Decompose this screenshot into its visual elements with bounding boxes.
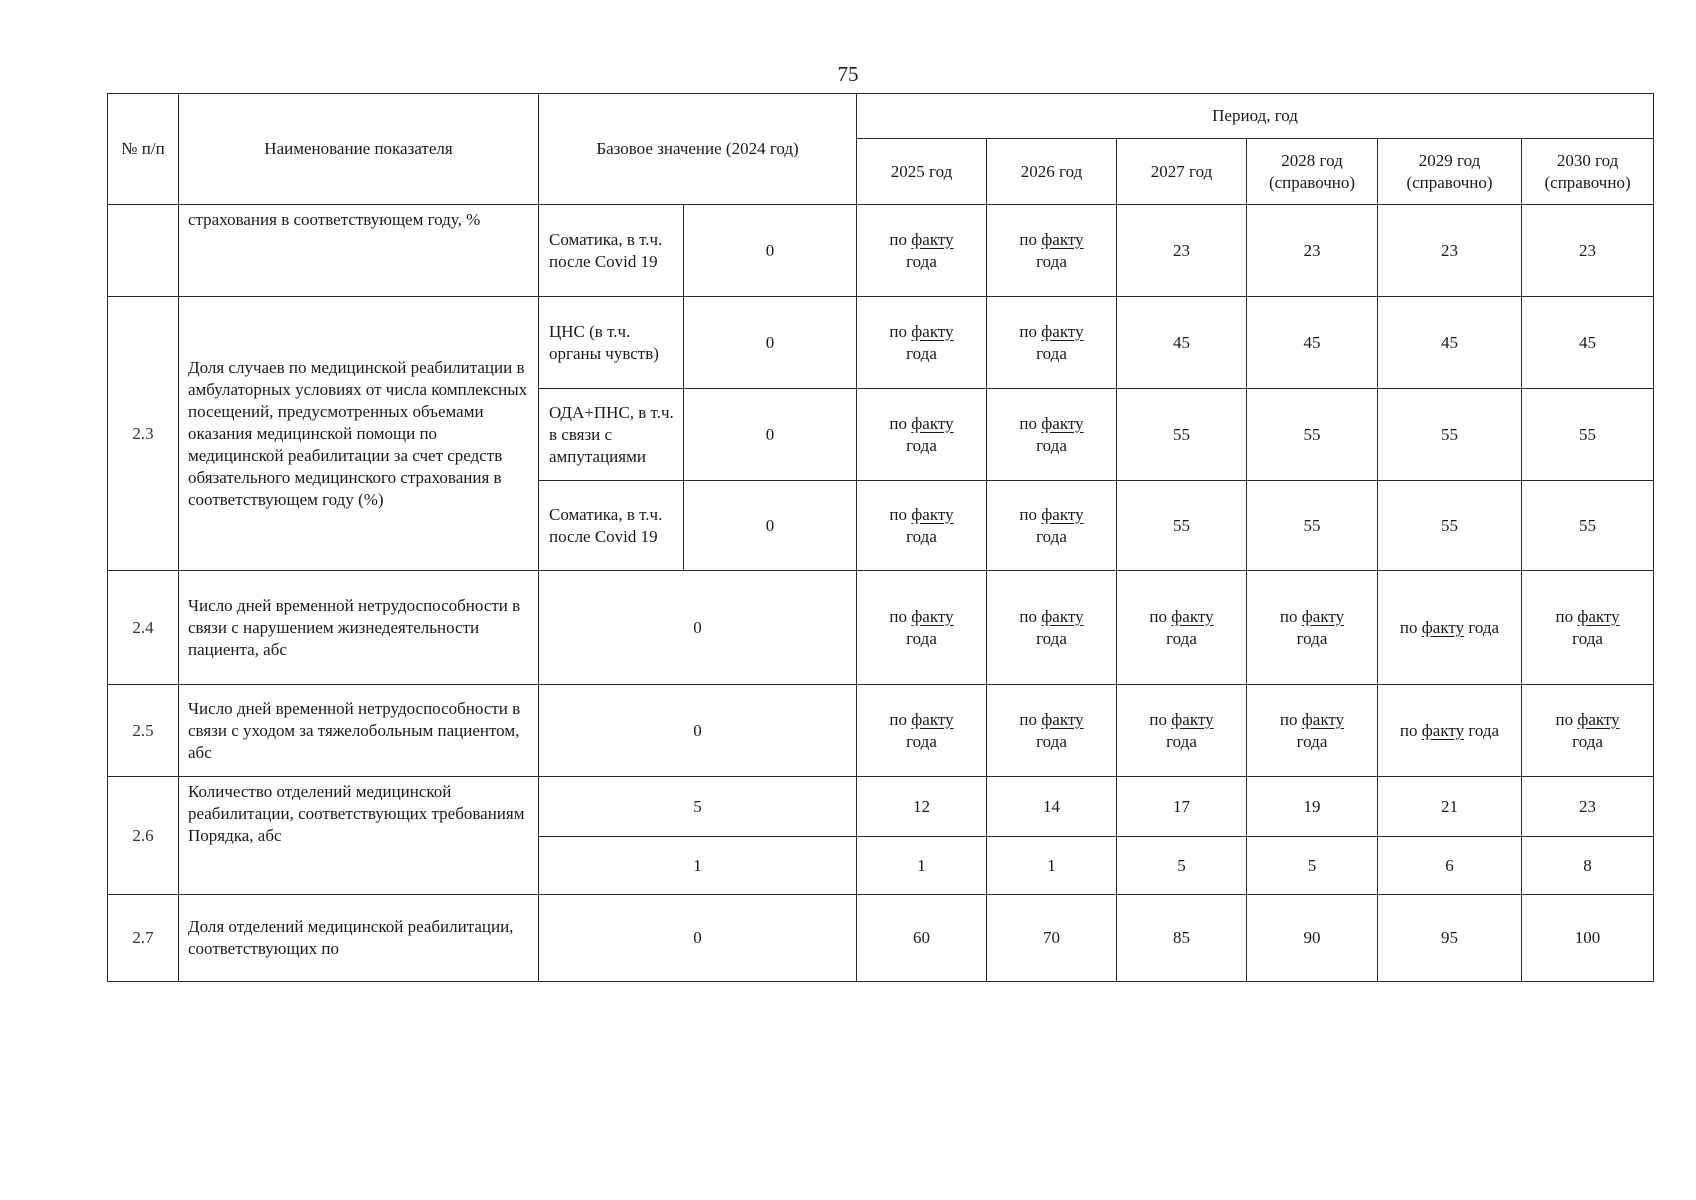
fact-prefix: по (1019, 504, 1042, 524)
row-value (1522, 481, 1654, 571)
row-value (1378, 297, 1522, 389)
fact-suffix: года (1572, 731, 1603, 751)
fact-underlined: факту (1041, 229, 1084, 249)
row-value (857, 481, 987, 571)
fact-prefix: по (889, 709, 912, 729)
row-value (1117, 837, 1247, 895)
row-name: Число дней временной нетрудоспособности в связи с нарушением жизнедеятельности пациента, абс (179, 571, 539, 685)
row-base-value: 0 (539, 895, 857, 982)
row-num-empty (108, 205, 179, 297)
row-base-value: 5 (539, 777, 857, 837)
header-year-2025: 2025 год (857, 139, 987, 205)
fact-suffix: года (1036, 731, 1067, 751)
fact-underlined: факту (1041, 504, 1084, 524)
row-value (1522, 297, 1654, 389)
fact-suffix: года (1296, 731, 1328, 751)
row-value (1247, 297, 1378, 389)
fact-value (889, 709, 953, 753)
row-value (857, 777, 987, 837)
row-value (1247, 571, 1378, 685)
fact-prefix: по (1399, 617, 1422, 637)
row-subcategory: Соматика, в т.ч. после Covid 19 (539, 481, 684, 571)
row-base-value: 0 (539, 685, 857, 777)
numeric-value: 23 (1441, 240, 1459, 260)
fact-suffix: года (906, 343, 937, 363)
fact-suffix: года (1572, 628, 1603, 648)
row-value (1117, 481, 1247, 571)
row-value (857, 389, 987, 481)
header-year-2028: 2028 год (справочно) (1247, 139, 1378, 205)
fact-value (1019, 413, 1083, 457)
numeric-value: 19 (1303, 796, 1321, 816)
numeric-value: 6 (1445, 855, 1454, 875)
row-num: 2.6 (108, 777, 179, 895)
row-subcategory: ОДА+ПНС, в т.ч. в связи с ампутациями (539, 389, 684, 481)
fact-underlined: факту (1301, 709, 1345, 729)
fact-underlined: факту (911, 321, 954, 341)
row-value (1117, 571, 1247, 685)
numeric-value: 55 (1579, 515, 1597, 535)
row-value (1247, 389, 1378, 481)
numeric-value: 23 (1173, 240, 1191, 260)
fact-suffix: года (1464, 720, 1500, 740)
row-value (857, 895, 987, 982)
numeric-value: 45 (1303, 332, 1321, 352)
fact-prefix: по (889, 606, 912, 626)
header-row-1 (108, 94, 1654, 139)
table-row (108, 205, 1654, 297)
numeric-value: 17 (1173, 796, 1191, 816)
numeric-value: 1 (917, 855, 926, 875)
row-base-value: 0 (684, 481, 857, 571)
row-value (1117, 205, 1247, 297)
numeric-value: 55 (1303, 515, 1321, 535)
row-value (1522, 685, 1654, 777)
fact-value (1019, 321, 1083, 365)
row-value (1247, 777, 1378, 837)
row-value (857, 685, 987, 777)
fact-value (1280, 606, 1344, 650)
fact-underlined: факту (1041, 606, 1084, 626)
row-value (987, 571, 1117, 685)
fact-value (1555, 709, 1619, 753)
numeric-value: 45 (1579, 332, 1597, 352)
row-value (1522, 389, 1654, 481)
numeric-value: 60 (913, 928, 931, 947)
fact-underlined: факту (1421, 617, 1465, 637)
row-subcategory: ЦНС (в т.ч. органы чувств) (539, 297, 684, 389)
table-row (108, 777, 1654, 837)
fact-value (1555, 606, 1619, 650)
row-value (1522, 571, 1654, 685)
row-value (1378, 837, 1522, 895)
row-base-value: 0 (684, 297, 857, 389)
table-row (108, 297, 1654, 389)
fact-prefix: по (889, 229, 912, 249)
fact-prefix: по (1555, 709, 1578, 729)
numeric-value: 45 (1441, 332, 1459, 352)
numeric-value: 55 (1441, 515, 1459, 535)
fact-suffix: года (1036, 251, 1067, 271)
fact-suffix: года (1296, 628, 1328, 648)
row-name: страхования в соответствующем году, % (179, 205, 539, 297)
row-name: Число дней временной нетрудоспособности в связи с уходом за тяжелобольным пациентом, абс (179, 685, 539, 777)
fact-underlined: факту (1421, 720, 1465, 740)
fact-value (1400, 720, 1499, 742)
numeric-value: 21 (1441, 796, 1459, 816)
row-base-value: 0 (684, 205, 857, 297)
row-name: Доля случаев по медицинской реабилитации в амбулаторных условиях от числа комплексных посещений, предусмотренных объемами оказания медицинской помощи по медицинской реабилитации за счет средств обязательного медицинского страхования в соответствующем году (%) (179, 297, 539, 571)
fact-prefix: по (1555, 606, 1578, 626)
indicators-table (107, 93, 1654, 982)
row-name: Доля отделений медицинской реабилитации, соответствующих по (179, 895, 539, 982)
page-number: 75 (837, 62, 859, 86)
row-value (1378, 481, 1522, 571)
row-value (1247, 481, 1378, 571)
fact-suffix: года (1036, 343, 1067, 363)
header-base: Базовое значение (2024 год) (539, 94, 857, 205)
fact-suffix: года (1036, 628, 1067, 648)
row-value (1378, 389, 1522, 481)
fact-prefix: по (1019, 709, 1042, 729)
row-value (1378, 895, 1522, 982)
fact-suffix: года (906, 731, 937, 751)
row-value (1247, 837, 1378, 895)
row-value (987, 389, 1117, 481)
fact-value (1280, 709, 1344, 753)
table-row (108, 895, 1654, 982)
fact-underlined: факту (1041, 321, 1084, 341)
header-year-2026: 2026 год (987, 139, 1117, 205)
fact-value (889, 504, 953, 548)
row-value (1522, 837, 1654, 895)
fact-suffix: года (1166, 628, 1197, 648)
row-value (857, 205, 987, 297)
fact-underlined: факту (1301, 606, 1345, 626)
header-num: № п/п (108, 94, 179, 205)
numeric-value: 55 (1303, 424, 1321, 444)
fact-prefix: по (1019, 229, 1042, 249)
row-value (987, 837, 1117, 895)
numeric-value: 55 (1173, 515, 1191, 535)
row-name: Количество отделений медицинской реабилитации, соответствующих требованиям Порядка, абс (179, 777, 539, 895)
row-base-value: 0 (684, 389, 857, 481)
fact-value (1400, 617, 1499, 639)
fact-prefix: по (1149, 709, 1172, 729)
fact-prefix: по (1279, 709, 1302, 729)
row-value (1117, 297, 1247, 389)
fact-underlined: факту (911, 606, 954, 626)
numeric-value: 95 (1441, 928, 1459, 947)
numeric-value: 5 (1307, 855, 1317, 875)
fact-prefix: по (1399, 720, 1422, 740)
fact-underlined: факту (1577, 709, 1620, 729)
row-value (1522, 777, 1654, 837)
row-num: 2.3 (108, 297, 179, 571)
fact-value (889, 413, 953, 457)
row-value (987, 895, 1117, 982)
fact-prefix: по (889, 321, 912, 341)
numeric-value: 70 (1043, 928, 1061, 947)
row-value (1247, 685, 1378, 777)
numeric-value: 55 (1579, 424, 1597, 444)
row-base-value: 0 (539, 571, 857, 685)
numeric-value: 23 (1303, 240, 1321, 260)
row-value (1117, 777, 1247, 837)
fact-suffix: года (906, 251, 937, 271)
row-value (1117, 389, 1247, 481)
fact-underlined: факту (1041, 413, 1084, 433)
row-value (1378, 571, 1522, 685)
fact-underlined: факту (1171, 606, 1214, 626)
fact-value (1149, 709, 1213, 753)
numeric-value: 1 (1047, 855, 1056, 875)
numeric-value: 85 (1173, 928, 1191, 947)
fact-underlined: факту (1171, 709, 1214, 729)
row-value (1117, 895, 1247, 982)
fact-suffix: года (906, 526, 937, 546)
numeric-value: 100 (1574, 928, 1601, 947)
row-value (857, 837, 987, 895)
row-num: 2.5 (108, 685, 179, 777)
header-period: Период, год (857, 94, 1654, 139)
fact-underlined: факту (1577, 606, 1620, 626)
fact-suffix: года (1036, 526, 1067, 546)
header-year-2030: 2030 год (справочно) (1522, 139, 1654, 205)
fact-prefix: по (889, 413, 912, 433)
fact-prefix: по (889, 504, 912, 524)
fact-underlined: факту (911, 229, 954, 249)
fact-underlined: факту (911, 504, 954, 524)
fact-prefix: по (1019, 413, 1042, 433)
numeric-value: 8 (1583, 855, 1592, 875)
header-year-2027: 2027 год (1117, 139, 1247, 205)
row-value (1247, 205, 1378, 297)
numeric-value: 90 (1303, 928, 1321, 947)
fact-value (1019, 709, 1083, 753)
fact-prefix: по (1279, 606, 1302, 626)
numeric-value: 23 (1579, 796, 1597, 816)
fact-value (889, 606, 953, 650)
row-value (987, 685, 1117, 777)
row-value (987, 777, 1117, 837)
numeric-value: 14 (1043, 796, 1061, 816)
row-value (1378, 777, 1522, 837)
table-row (108, 571, 1654, 685)
numeric-value: 45 (1173, 332, 1191, 352)
row-value (857, 571, 987, 685)
numeric-value: 55 (1441, 424, 1459, 444)
fact-suffix: года (1166, 731, 1197, 751)
table-row (108, 685, 1654, 777)
fact-prefix: по (1019, 321, 1042, 341)
row-value (857, 297, 987, 389)
fact-suffix: года (906, 435, 937, 455)
numeric-value: 23 (1579, 240, 1597, 260)
fact-value (1019, 504, 1083, 548)
row-value (987, 481, 1117, 571)
fact-value (1149, 606, 1213, 650)
fact-underlined: факту (911, 709, 954, 729)
fact-suffix: года (1464, 617, 1500, 637)
row-value (987, 205, 1117, 297)
row-value (1247, 895, 1378, 982)
fact-prefix: по (1019, 606, 1042, 626)
row-value (1378, 685, 1522, 777)
fact-value (1019, 606, 1083, 650)
header-year-2029: 2029 год (справочно) (1378, 139, 1522, 205)
header-name: Наименование показателя (179, 94, 539, 205)
row-num: 2.7 (108, 895, 179, 982)
row-base-value: 1 (539, 837, 857, 895)
row-value (1378, 205, 1522, 297)
fact-value (889, 229, 953, 273)
fact-underlined: факту (911, 413, 954, 433)
fact-value (1019, 229, 1083, 273)
fact-prefix: по (1149, 606, 1172, 626)
row-subcategory: Соматика, в т.ч. после Covid 19 (539, 205, 684, 297)
fact-suffix: года (1036, 435, 1067, 455)
row-value (1117, 685, 1247, 777)
numeric-value: 5 (1177, 855, 1186, 875)
row-value (1522, 205, 1654, 297)
fact-underlined: факту (1041, 709, 1084, 729)
fact-value (889, 321, 953, 365)
row-value (1522, 895, 1654, 982)
row-num: 2.4 (108, 571, 179, 685)
row-value (987, 297, 1117, 389)
fact-suffix: года (906, 628, 937, 648)
numeric-value: 12 (913, 796, 931, 816)
numeric-value: 55 (1173, 424, 1191, 444)
